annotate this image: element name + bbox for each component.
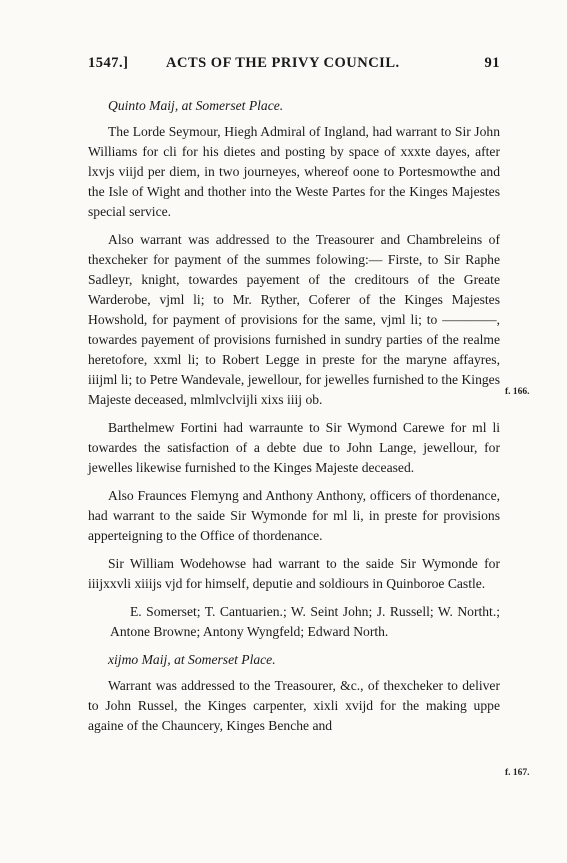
header-title: ACTS OF THE PRIVY COUNCIL.: [166, 55, 400, 71]
entry-seymour: The Lorde Seymour, Hiegh Admiral of Ingland, had warrant to Sir John Williams for cli for his dietes and posting by space of xxxte dayes, after lxvjs viijd per diem, in two journeyes, whereof oone to Portesmowthe and the Isle of Wight and thother into the Weste Partes for the Kinges Majestes special service.: [88, 124, 500, 219]
entry-fortini: Barthelmew Fortini had warraunte to Sir Wymond Carewe for ml li towardes the satisfaction of a debte due to John Lange, jewellour, for jewelles likewise furnished to the Kinges Majeste deceased.: [88, 420, 500, 475]
entry-wodehowse: Sir William Wodehowse had warrant to the saide Sir Wymonde for iiijxxvli xiiijs vjd for himself, deputie and soldiours in Quinboroe Castle.: [88, 556, 500, 591]
margin-note-folio-166: f. 166.: [505, 387, 530, 397]
entry-russel: Warrant was addressed to the Treasourer, &c., of thexcheker to deliver to John Russel, the Kinges carpenter, xixli xvijd for the making uppe againe of the Chauncery, Kinges Benche and: [88, 678, 500, 733]
signatories: E. Somerset; T. Cantuarien.; W. Seint John; J. Russell; W. Northt.; Antone Browne; Antony Wyngfeld; Edward North.: [110, 604, 500, 639]
meeting-date-2: xijmo Maij, at Somerset Place.: [108, 652, 276, 667]
header-year: 1547.]: [88, 55, 129, 71]
running-header: [88, 55, 500, 77]
document-body: [88, 96, 500, 744]
entry-flemyng: Also Fraunces Flemyng and Anthony Anthony, officers of thordenance, had warrant to the saide Sir Wymonde for ml li, in preste for provisions apperteigning to the Office of thordenance.: [88, 488, 500, 543]
entry-treasourer: Also warrant was addressed to the Treasourer and Chambreleins of thexcheker for payment of the summes folowing:— Firste, to Sir Raphe Sadleyr, knight, towardes payement of the creditours of the Greate Warderobe, vjml li; to Mr. Ryther, Coferer of the Kinges Majestes Howshold, for payment of provisions for the same, vjml li; to ————, towardes payement of provisions furnished in sundry parties of the realme heretofore, xxml li; to Robert Legge in preste for the maryne affayres, iiijml li; to Petre Wandevale, jewellour, for jewelles furnished to the Kinges Majeste deceased, mlmlvclvijli xixs iiij ob.: [88, 232, 500, 407]
margin-note-folio-167: f. 167.: [505, 768, 530, 778]
meeting-date-1: Quinto Maij, at Somerset Place.: [108, 98, 284, 113]
header-page-number: 91: [484, 55, 500, 71]
